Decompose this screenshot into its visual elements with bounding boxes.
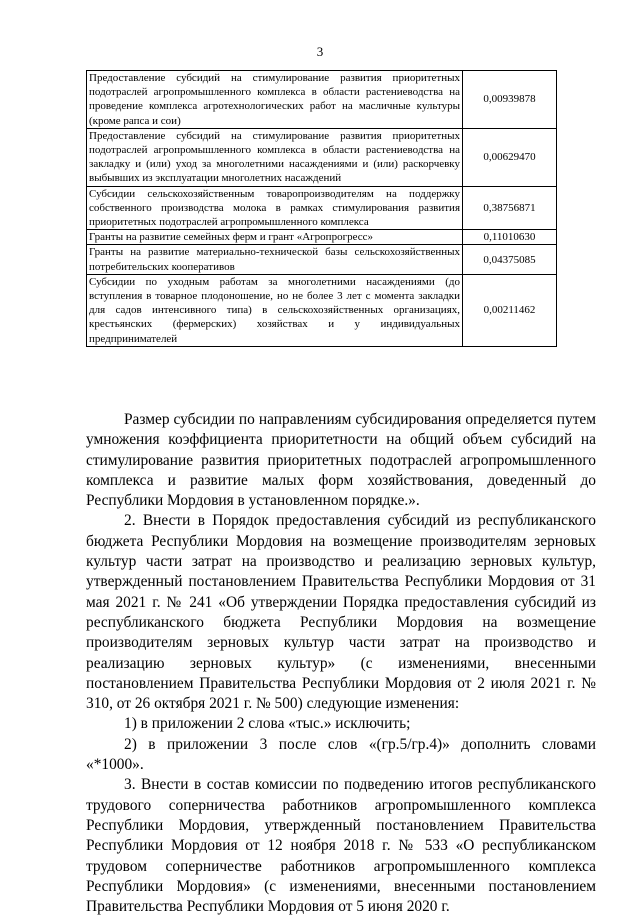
table-row bbox=[87, 128, 557, 186]
table-row bbox=[87, 71, 557, 129]
coefficient-cell: 0,04375085 bbox=[463, 245, 557, 274]
subsidy-coefficients-table bbox=[86, 70, 557, 347]
coefficient-cell: 0,38756871 bbox=[463, 186, 557, 230]
table-row bbox=[87, 274, 557, 346]
paragraph-subitem-2: 2) в приложении 3 после слов «(гр.5/гр.4)» дополнить словами «*1000». bbox=[86, 735, 596, 774]
table-row bbox=[87, 245, 557, 274]
coefficient-cell: 0,00211462 bbox=[463, 274, 557, 346]
direction-cell: Гранты на развитие материально-технической базы сельскохозяйственных потребительских кооперативов bbox=[87, 245, 463, 274]
document-body bbox=[86, 410, 596, 917]
coefficient-cell: 0,11010630 bbox=[463, 230, 557, 245]
page-number: 3 bbox=[316, 44, 324, 59]
paragraph-subitem-1: 1) в приложении 2 слова «тыс.» исключить; bbox=[124, 715, 411, 733]
direction-cell: Субсидии по уходным работам за многолетними насаждениями (до вступления в товарное плодоношение, но не более 3 лет с момента закладки для садов интенсивного типа) в сельскохозяйственных организациях, крестьянских (фермерских) хозяйствах и у индивидуальных предпринимателей bbox=[87, 274, 463, 346]
direction-cell: Предоставление субсидий на стимулирование развития приоритетных подотраслей агропромышленного комплекса в области растениеводства на закладку и (или) уход за многолетними насаждениями и (или) раскорчевку выбывших из эксплуатации многолетних насаждений bbox=[87, 128, 463, 186]
direction-cell: Предоставление субсидий на стимулирование развития приоритетных подотраслей агропромышленного комплекса в области растениеводства на проведение комплекса агротехнологических работ на масличные культуры (кроме рапса и сои) bbox=[87, 71, 463, 129]
table-row bbox=[87, 186, 557, 230]
coefficient-cell: 0,00629470 bbox=[463, 128, 557, 186]
direction-cell: Гранты на развитие семейных ферм и грант «Агропрогресс» bbox=[87, 230, 463, 245]
coefficient-cell: 0,00939878 bbox=[463, 71, 557, 129]
paragraph-item-3: 3. Внести в состав комиссии по подведению итогов республиканского трудового соперничества работников агропромышленного комплекса Республики Мордовия, утвержденный постановлением Правительства Республики Мордовия от 12 ноября 2018 г. № 533 «О республиканском трудовом соперничестве работников агропромышленного комплекса Республики Мордовия» (с изменениями, внесенными постановлением Правительства Республики Мордовия от 5 июня 2020 г. bbox=[86, 776, 596, 916]
table-row bbox=[87, 230, 557, 245]
paragraph-subsidy-size: Размер субсидии по направлениям субсидирования определяется путем умножения коэффициента приоритетности на общий объем субсидий на стимулирование развития приоритетных подотраслей агропромышленного комплекса и развитие малых форм хозяйствования, доведенный до Республики Мордовия в установленном порядке.». bbox=[86, 411, 596, 510]
direction-cell: Субсидии сельскохозяйственным товаропроизводителям на поддержку собственного производства молока в рамках стимулирования развития приоритетных подотраслей агропромышленного комплекса bbox=[87, 186, 463, 230]
paragraph-item-2: 2. Внести в Порядок предоставления субсидий из республиканского бюджета Республики Мордовия на возмещение производителям зерновых культур части затрат на производство и реализацию зерновых культур, утвержденный постановлением Правительства Республики Мордовия от 31 мая 2021 г. № 241 «Об утверждении Порядка предоставления субсидий из республиканского бюджета Республики Мордовия на возмещение производителям зерновых культур части затрат на производство и реализацию зерновых культур» (с изменениями, внесенными постановлением Правительства Республики Мордовия от 2 июля 2021 г. № 310, от 26 октября 2021 г. № 500) следующие изменения: bbox=[86, 512, 596, 713]
